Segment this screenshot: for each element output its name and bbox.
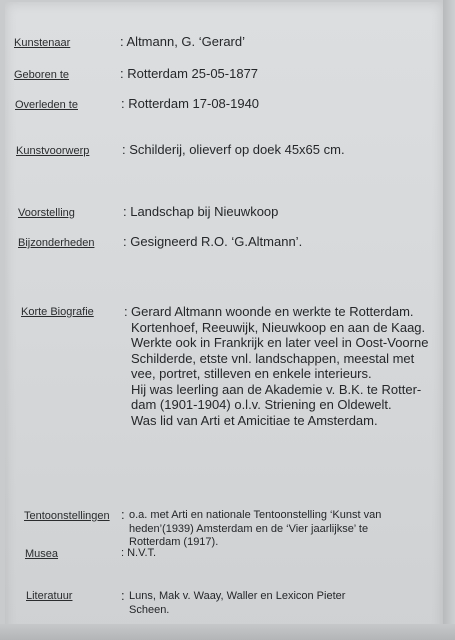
literatuur-line: Scheen.	[129, 603, 170, 616]
tentoonstellingen-line: Rotterdam (1917).	[129, 536, 219, 548]
label-voorstelling: Voorstelling	[18, 207, 75, 219]
biografie-line: Kortenhoef, Reeuwijk, Nieuwkoop en aan de Kaag.	[131, 319, 426, 335]
value-geboren: : Rotterdam 25-05-1877	[120, 66, 259, 81]
label-literatuur: Literatuur	[26, 590, 73, 602]
label-biografie: Korte Biografie	[21, 306, 94, 318]
colon-biografie: :	[124, 304, 128, 319]
biografie-line: Werkte ook in Frankrijk en later veel in Oost-Voorne	[131, 335, 429, 350]
tentoonstellingen-line: o.a. met Arti en nationale Tentoonstelling ‘Kunst van	[129, 509, 382, 521]
label-geboren: Geboren te	[14, 69, 70, 81]
biografie-line: vee, portret, stilleven en enkele interieurs.	[131, 366, 372, 381]
value-bijzonderheden: : Gesigneerd R.O. ‘G.Altmann’.	[123, 234, 303, 249]
info-card	[5, 2, 443, 636]
label-musea: Musea	[25, 548, 59, 560]
value-overleden: : Rotterdam 17-08-1940	[121, 96, 260, 111]
card-frame-edge	[443, 0, 455, 640]
value-kunstvoorwerp: : Schilderij, olieverf op doek 45x65 cm.	[122, 142, 345, 157]
value-literatuur	[129, 590, 345, 617]
value-kunstenaar: : Altmann, G. ‘Gerard’	[120, 34, 245, 49]
label-tentoonstellingen: Tentoonstellingen	[24, 510, 110, 522]
value-biografie	[131, 304, 428, 428]
biografie-line: Schilderde, etste vnl. landschappen, meestal met	[131, 350, 415, 366]
colon-literatuur: :	[121, 588, 125, 603]
literatuur-line: Luns, Mak v. Waay, Waller en Lexicon Pieter	[129, 590, 346, 602]
label-kunstenaar: Kunstenaar	[14, 37, 71, 49]
label-kunstvoorwerp: Kunstvoorwerp	[16, 145, 90, 157]
card-frame-bottom	[0, 624, 455, 640]
value-voorstelling: : Landschap bij Nieuwkoop	[123, 204, 279, 219]
biografie-line: Hij was leerling aan de Akademie v. B.K. te Rotter-	[131, 381, 422, 397]
value-tentoonstellingen	[129, 509, 381, 550]
value-musea: : N.V.T.	[121, 547, 157, 559]
label-bijzonderheden: Bijzonderheden	[18, 237, 95, 249]
biografie-line: dam (1901-1904) o.l.v. Striening en Oldewelt.	[131, 397, 392, 412]
tentoonstellingen-line: heden’(1939) Amsterdam en de ‘Vier jaarlijkse’ te	[129, 522, 369, 535]
biografie-line: Was lid van Arti et Amicitiae te Amsterdam.	[131, 412, 378, 428]
biografie-line: Gerard Altmann woonde en werkte te Rotterdam.	[131, 304, 414, 319]
colon-tentoonstellingen: :	[121, 507, 125, 522]
label-overleden: Overleden te	[15, 99, 78, 111]
